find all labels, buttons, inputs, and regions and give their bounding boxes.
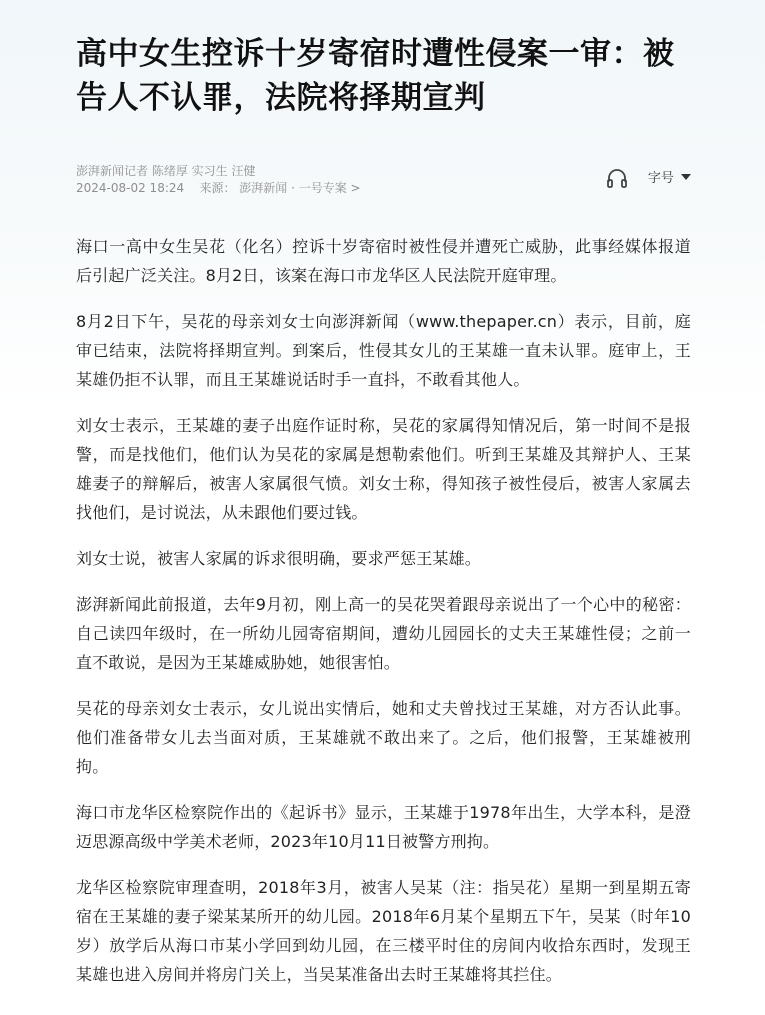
article-paragraph-8: 龙华区检察院审理查明，2018年3月，被害人吴某（注：指吴花）星期一到星期五寄宿在王某雄的妻子梁某某所开的幼儿园。2018年6月某个星期五下午，吴某（时年10岁）放学后从海口市某小学回到幼儿园，在三楼平时住的房间内收拾东西时，发现王某雄也进入房间并将房门关上，当吴某准备出去时王某雄将其拦住。 [76, 878, 691, 984]
font-size-dropdown[interactable] [648, 170, 691, 188]
source-label: 来源： [199, 181, 236, 195]
date-source-line [76, 180, 361, 197]
source-link[interactable]: 澎湃新闻 · 一号专案 > [239, 181, 361, 195]
article-paragraph-4: 刘女士说，被害人家属的诉求很明确，要求严惩王某雄。 [76, 549, 482, 568]
article-tools [605, 167, 691, 191]
article-paragraph-7: 海口市龙华区检察院作出的《起诉书》显示，王某雄于1978年出生，大学本科，是澄迈思源高级中学美术老师，2023年10月11日被警方刑拘。 [76, 803, 691, 851]
article-title: 高中女生控诉十岁寄宿时遭性侵案一审：被告人不认罪，法院将择期宣判 [76, 36, 675, 116]
article-meta [76, 163, 691, 203]
article-body [76, 232, 691, 1006]
meta-info [76, 163, 361, 197]
publish-date: 2024-08-02 18:24 [76, 181, 185, 195]
article-paragraph-6: 吴花的母亲刘女士表示，女儿说出实情后，她和丈夫曾找过王某雄，对方否认此事。他们准备带女儿去当面对质，王某雄就不敢出来了。之后，他们报警，王某雄被刑拘。 [76, 699, 691, 776]
article-paragraph-3: 刘女士表示，王某雄的妻子出庭作证时称，吴花的家属得知情况后，第一时间不是报警，而是找他们，他们认为吴花的家属是想勒索他们。听到王某雄及其辩护人、王某雄妻子的辩解后，被害人家属很气愤。刘女士称，得知孩子被性侵后，被害人家属去找他们，是讨说法，从未跟他们要过钱。 [76, 416, 691, 522]
byline: 澎湃新闻记者 陈绪厚 实习生 汪健 [76, 164, 256, 178]
article-paragraph-1: 海口一高中女生吴花（化名）控诉十岁寄宿时被性侵并遭死亡威胁，此事经媒体报道后引起广泛关注。8月2日，该案在海口市龙华区人民法院开庭审理。 [76, 237, 691, 285]
article-paragraph-2: 8月2日下午，吴花的母亲刘女士向澎湃新闻（www.thepaper.cn）表示，目前，庭审已结束，法院将择期宣判。到案后，性侵其女儿的王某雄一直未认罪。庭审上，王某雄仍拒不认罪，而且王某雄说话时手一直抖，不敢看其他人。 [76, 312, 691, 389]
font-size-label: 字号 [647, 171, 674, 186]
chevron-down-icon [681, 174, 691, 180]
article-paragraph-5: 澎湃新闻此前报道，去年9月初，刚上高一的吴花哭着跟母亲说出了一个心中的秘密：自己读四年级时，在一所幼儿园寄宿期间，遭幼儿园园长的丈夫王某雄性侵；之前一直不敢说，是因为王某雄威胁她，她很害怕。 [76, 595, 691, 672]
headphones-icon[interactable] [605, 167, 629, 191]
